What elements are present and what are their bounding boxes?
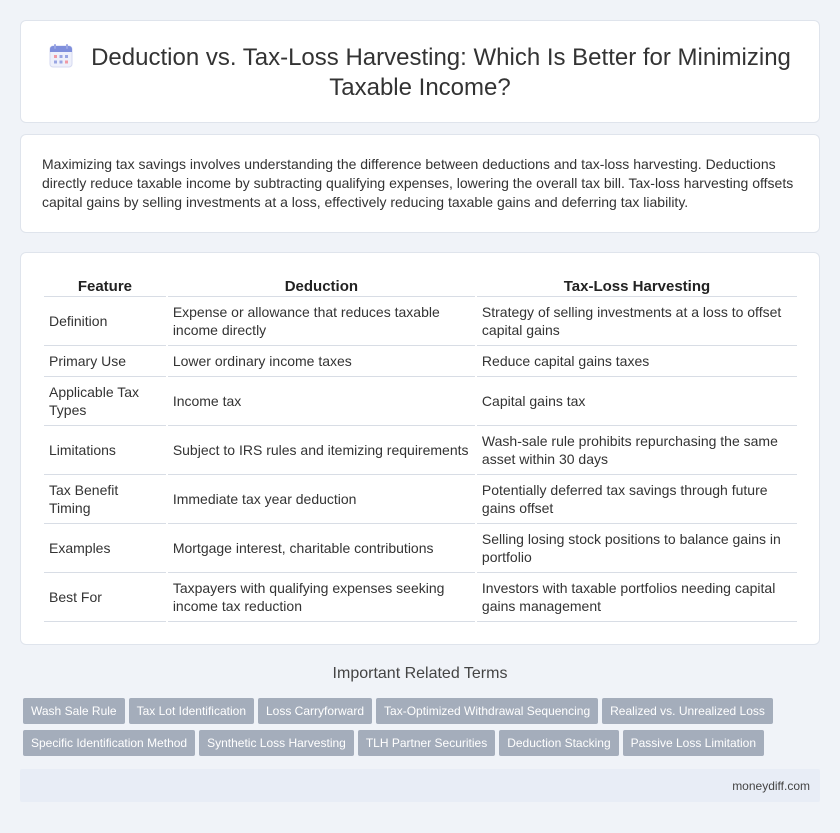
calendar-icon [49, 44, 73, 68]
row-tax-loss-harvesting: Wash-sale rule prohibits repurchasing the same asset within 30 days [477, 426, 797, 475]
table-header-row [44, 276, 797, 297]
footer [20, 769, 820, 802]
page-title [21, 43, 819, 103]
tag-deduction-stacking[interactable]: Deduction Stacking [499, 730, 618, 756]
tag-passive-loss-limitation[interactable]: Passive Loss Limitation [623, 730, 764, 756]
row-feature: Applicable Tax Types [44, 377, 166, 426]
row-feature: Limitations [44, 426, 166, 475]
tag-row-2 [23, 730, 823, 756]
row-tax-loss-harvesting: Reduce capital gains taxes [477, 346, 797, 377]
row-feature: Tax Benefit Timing [44, 475, 166, 524]
row-deduction: Taxpayers with qualifying expenses seeking income tax reduction [168, 573, 475, 622]
intro-card [20, 134, 820, 233]
tag-tlh-partner-securities[interactable]: TLH Partner Securities [358, 730, 495, 756]
row-feature: Examples [44, 524, 166, 573]
table-row [44, 377, 797, 426]
footer-site-link[interactable]: moneydiff.com [732, 779, 810, 793]
row-tax-loss-harvesting: Selling losing stock positions to balance gains in portfolio [477, 524, 797, 573]
table-row [44, 297, 797, 346]
table-row [44, 426, 797, 475]
tag-tax-optimized-withdrawal-sequencing[interactable]: Tax-Optimized Withdrawal Sequencing [376, 698, 598, 724]
row-tax-loss-harvesting: Investors with taxable portfolios needing capital gains management [477, 573, 797, 622]
tag-synthetic-loss-harvesting[interactable]: Synthetic Loss Harvesting [199, 730, 354, 756]
header-feature: Feature [44, 276, 166, 297]
table-row [44, 346, 797, 377]
comparison-table [42, 276, 799, 622]
row-feature: Definition [44, 297, 166, 346]
intro-paragraph: Maximizing tax savings involves understanding the difference between deductions and tax-loss harvesting. Deductions directly reduce taxable income by subtracting qualifying expenses, lowering the overall tax bill. Tax-loss harvesting offsets capital gains by selling investments at a loss, effectively reducing taxable gains and deferring tax liability. [42, 156, 794, 210]
comparison-card [20, 252, 820, 645]
header-deduction: Deduction [168, 276, 475, 297]
table-row [44, 475, 797, 524]
table-row [44, 524, 797, 573]
page-title-text: Deduction vs. Tax-Loss Harvesting: Which Is Better for Minimizing Taxable Income? [91, 44, 791, 101]
tag-realized-vs-unrealized-loss[interactable]: Realized vs. Unrealized Loss [602, 698, 773, 724]
row-feature: Primary Use [44, 346, 166, 377]
tag-wash-sale-rule[interactable]: Wash Sale Rule [23, 698, 125, 724]
row-tax-loss-harvesting: Strategy of selling investments at a loss to offset capital gains [477, 297, 797, 346]
table-row [44, 573, 797, 622]
row-deduction: Lower ordinary income taxes [168, 346, 475, 377]
row-tax-loss-harvesting: Potentially deferred tax savings through future gains offset [477, 475, 797, 524]
row-deduction: Mortgage interest, charitable contributions [168, 524, 475, 573]
tag-specific-identification-method[interactable]: Specific Identification Method [23, 730, 195, 756]
row-deduction: Subject to IRS rules and itemizing requirements [168, 426, 475, 475]
header-tax-loss-harvesting: Tax-Loss Harvesting [477, 276, 797, 297]
row-deduction: Expense or allowance that reduces taxable income directly [168, 297, 475, 346]
related-terms-list [23, 698, 823, 762]
title-card [20, 20, 820, 123]
row-tax-loss-harvesting: Capital gains tax [477, 377, 797, 426]
row-deduction: Income tax [168, 377, 475, 426]
row-deduction: Immediate tax year deduction [168, 475, 475, 524]
row-feature: Best For [44, 573, 166, 622]
tag-loss-carryforward[interactable]: Loss Carryforward [258, 698, 372, 724]
tag-tax-lot-identification[interactable]: Tax Lot Identification [129, 698, 254, 724]
related-terms-heading: Important Related Terms [332, 665, 508, 682]
tag-row-1 [23, 698, 823, 724]
